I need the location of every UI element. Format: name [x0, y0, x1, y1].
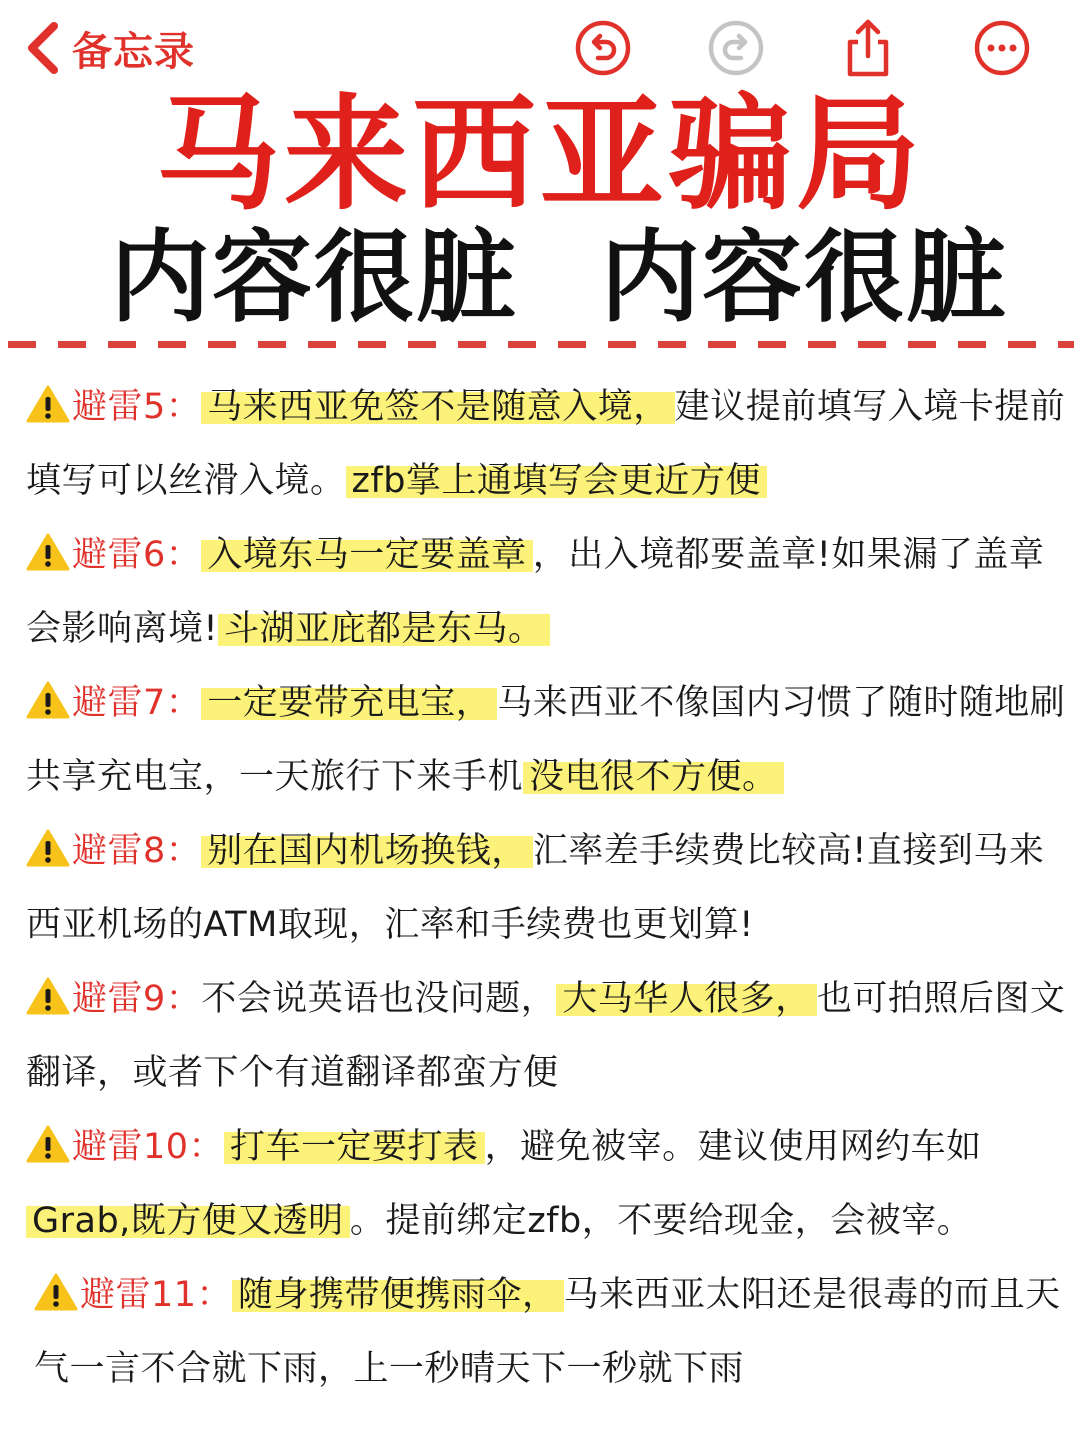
- tip-label: 避雷6：: [72, 535, 202, 575]
- tip-highlight: 大马华人很多，: [556, 979, 817, 1019]
- tip-label: 避雷5：: [72, 387, 202, 427]
- tip-text: 不会说英语也没问题，: [201, 979, 557, 1019]
- tip-highlight: Grab,既方便又透明: [26, 1201, 350, 1241]
- tip-5: [26, 370, 1066, 518]
- tip-highlight: 马来西亚免签不是随意入境，: [201, 387, 675, 427]
- tip-label: 避雷8：: [72, 831, 202, 871]
- warning-icon: [26, 384, 70, 424]
- tip-text: 。提前绑定zfb，不要给现金，会被宰。: [349, 1201, 973, 1241]
- note-body: [26, 370, 1066, 1406]
- tip-text: 也可拍照后图文翻译，或者下个有道翻译都蛮方便: [26, 979, 1066, 1093]
- tip-text: 汇率差手续费比较高!直接到马来西亚机场的ATM取现，汇率和手续费也更划算!: [26, 831, 1045, 945]
- tip-text: 建议提前填写入境卡提前填写可以丝滑入境。: [26, 387, 1066, 501]
- tip-11: [26, 1258, 1066, 1406]
- dashed-divider: [8, 341, 1074, 348]
- tip-6: [26, 518, 1066, 666]
- tip-highlight: 入境东马一定要盖章: [201, 535, 533, 575]
- back-chevron-icon: [20, 18, 66, 78]
- tip-highlight: 别在国内机场换钱，: [201, 831, 533, 871]
- tip-highlight: 打车一定要打表: [224, 1127, 485, 1167]
- back-button[interactable]: [20, 18, 195, 78]
- page-title: 马来西亚骗局: [155, 83, 924, 227]
- tip-label: 避雷10：: [72, 1127, 225, 1167]
- tip-10: [26, 1110, 1066, 1258]
- more-icon[interactable]: [972, 18, 1032, 78]
- warning-icon: [26, 1124, 70, 1164]
- back-label: 备忘录: [72, 28, 195, 75]
- share-icon[interactable]: [838, 18, 898, 78]
- warning-icon: [26, 532, 70, 572]
- tip-label: 避雷9：: [72, 979, 202, 1019]
- warning-icon: [26, 680, 70, 720]
- tip-text: ，避免被宰。建议使用网约车如: [484, 1127, 982, 1167]
- undo-icon[interactable]: [573, 18, 633, 78]
- tip-highlight: zfb掌上通填写会更近方便: [346, 461, 767, 501]
- tip-highlight: 随身携带便携雨伞，: [232, 1275, 564, 1315]
- tip-label: 避雷7：: [72, 683, 202, 723]
- warning-icon: [34, 1272, 78, 1312]
- tip-8: [26, 814, 1066, 962]
- warning-icon: [26, 976, 70, 1016]
- tip-text: ，出入境都要盖章!如果漏了盖章会影响离境!: [26, 535, 1045, 649]
- tip-highlight: 没电很不方便。: [523, 757, 784, 797]
- tip-text: 马来西亚不像国内习惯了随时随地刷共享充电宝，一天旅行下来手机: [26, 683, 1066, 797]
- tip-highlight: 一定要带充电宝，: [201, 683, 497, 723]
- subtitle-right: 内容很脏: [600, 219, 1008, 336]
- tip-highlight: 斗湖亚庇都是东马。: [218, 609, 550, 649]
- warning-icon: [26, 828, 70, 868]
- tip-label: 避雷11：: [80, 1275, 233, 1315]
- tip-7: [26, 666, 1066, 814]
- tip-text: 马来西亚太阳还是很毒的而且天气一言不合就下雨，上一秒晴天下一秒就下雨: [34, 1275, 1061, 1389]
- tip-9: [26, 962, 1066, 1110]
- redo-icon[interactable]: [706, 18, 766, 78]
- subtitle-left: 内容很脏: [110, 219, 518, 336]
